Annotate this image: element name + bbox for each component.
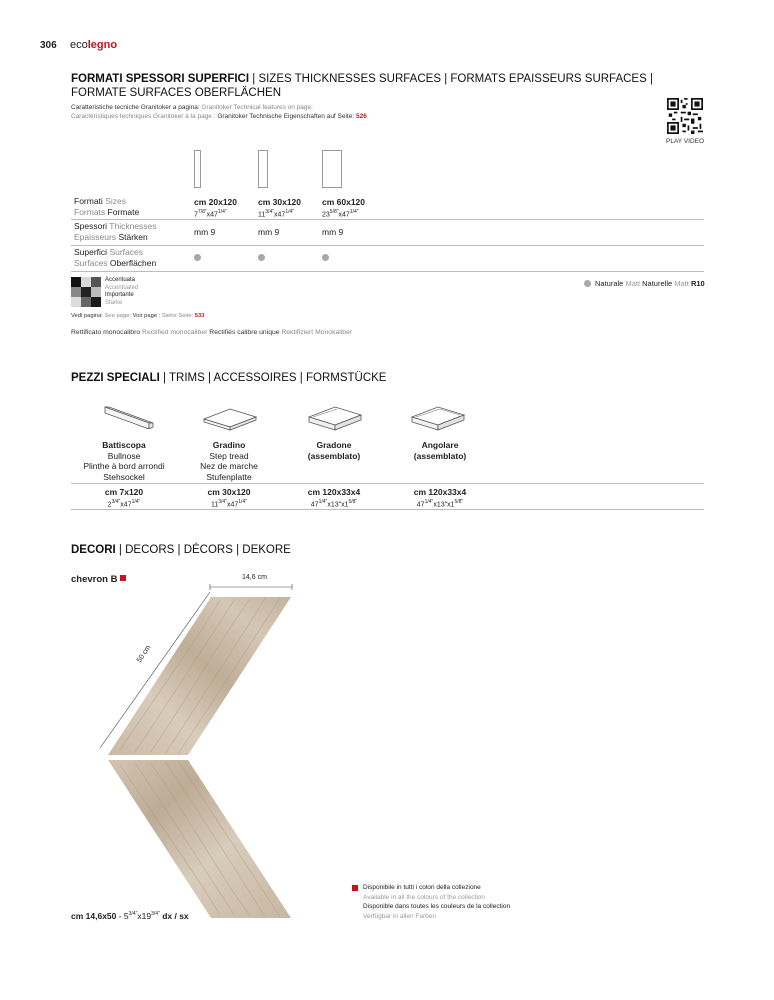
decor-name: chevron B [71,574,126,585]
thickness-cell-30x120: mm 9 [258,227,280,237]
angolare-drawing [410,405,466,431]
size-cell-60x120: cm 60x120 $23^{5/8"}x47^{1/4"}$ [322,197,366,219]
thickness-cell-20x120: mm 9 [194,227,216,237]
row-label-thicknesses: Spessori Thicknesses Epaisseurs Stärken [74,221,157,242]
section-title-formats: FORMATI SPESSORI SUPERFICI | SIZES THICKNESSES SURFACES | FORMATS EPAISSEURS SURFACES | FORMATE SURFACES OBERFLÄCHEN [71,73,653,99]
thickness-cell-60x120: mm 9 [322,227,344,237]
step-tread-drawing [202,407,258,431]
trim-name-bullnose: Battiscopa Bullnose Plinthe à bord arrondi Stehsockel [83,440,165,482]
tile-outline-60x120 [322,150,342,188]
bullnose-drawing [103,405,155,429]
table-divider [71,245,704,246]
tile-outline-30x120 [258,150,268,188]
tech-features-line-2: Caractéristiques techniques Granitoker à la page : Granitoker Technische Eigenschaften auf Seite: 526 [71,113,367,120]
trim-size-step-tread: cm 30x120 $11^{3/4"}x47^{1/4"}$ [207,487,251,509]
tech-features-line-1: Caratteristiche tecniche Granitoker a pagina: Granitoker Technical features on page: [71,104,313,111]
chevron-decor-image [100,590,300,920]
see-page-line: Vedi pagina: See page: Voir page : Siehe Seite: 533 [71,313,205,319]
play-video-label[interactable]: PLAY VIDEO [666,138,705,145]
dimension-width: 14,6 cm [242,574,267,581]
surface-dot-20x120 [194,254,201,261]
trim-size-angolare: cm 120x33x4 $47^{1/4"}x13"x1^{5/8"}$ [413,487,467,509]
size-cell-20x120: cm 20x120 $7^{7/8"}x47^{1/4"}$ [194,197,238,219]
rectified-line: Rettificato monocalibro Rectified monocaliber Rectifiés calibre unique Rektifiziert Monokaliber [71,329,353,336]
surface-dot-30x120 [258,254,265,261]
trims-divider [71,509,704,510]
brand-logo: ecolegno [70,39,118,51]
table-divider [71,271,704,272]
table-divider [71,219,704,220]
section-title-trims: PEZZI SPECIALI | TRIMS | ACCESSOIRES | FORMSTÜCKE [71,372,387,384]
trim-size-bullnose: cm 7x120 $2^{3/4"}x47^{1/4"}$ [104,487,144,509]
trims-divider [71,483,704,484]
trim-name-angolare: Angolare (assemblato) [413,440,467,461]
gradone-drawing [307,405,363,431]
trim-name-gradone: Gradone (assemblato) [307,440,361,461]
size-cell-30x120: cm 30x120 $11^{3/4"}x47^{1/4"}$ [258,197,302,219]
surface-dot-60x120 [322,254,329,261]
decor-size: cm $14,6x50 - 5^{3/4"}x19^{3/4"}$ dx / sx [71,911,189,921]
qr-code-icon[interactable] [667,98,703,134]
availability-legend: Disponibile in tutti i colori della collezione Available in all the colours of the collection Disponible dans toutes les couleurs de la collection Verfügbar in allen Farben [363,884,511,920]
finish-dot [584,280,591,287]
tile-outline-20x120 [194,150,201,188]
trim-size-gradone: cm 120x33x4 $47^{1/4"}x13"x1^{5/8"}$ [307,487,361,509]
shade-variation-label: Accentuata Accentuated Importante Starke [105,277,139,306]
dimension-length: 50 cm [136,644,153,664]
section-title-decors: DECORI | DECORS | DÉCORS | DEKORE [71,544,291,556]
shade-variation-icon [71,277,101,307]
page-number: 306 [40,40,57,51]
finish-label: Naturale Matt Naturelle Matt R10 [595,279,705,288]
trim-name-step-tread: Gradino Step tread Nez de marche Stufenplatte [200,440,258,482]
row-label-sizes: Formati Sizes Formats Formate [74,196,140,217]
availability-icon [352,885,358,891]
row-label-surfaces: Superfici Surfaces Surfaces Oberflächen [74,247,157,268]
